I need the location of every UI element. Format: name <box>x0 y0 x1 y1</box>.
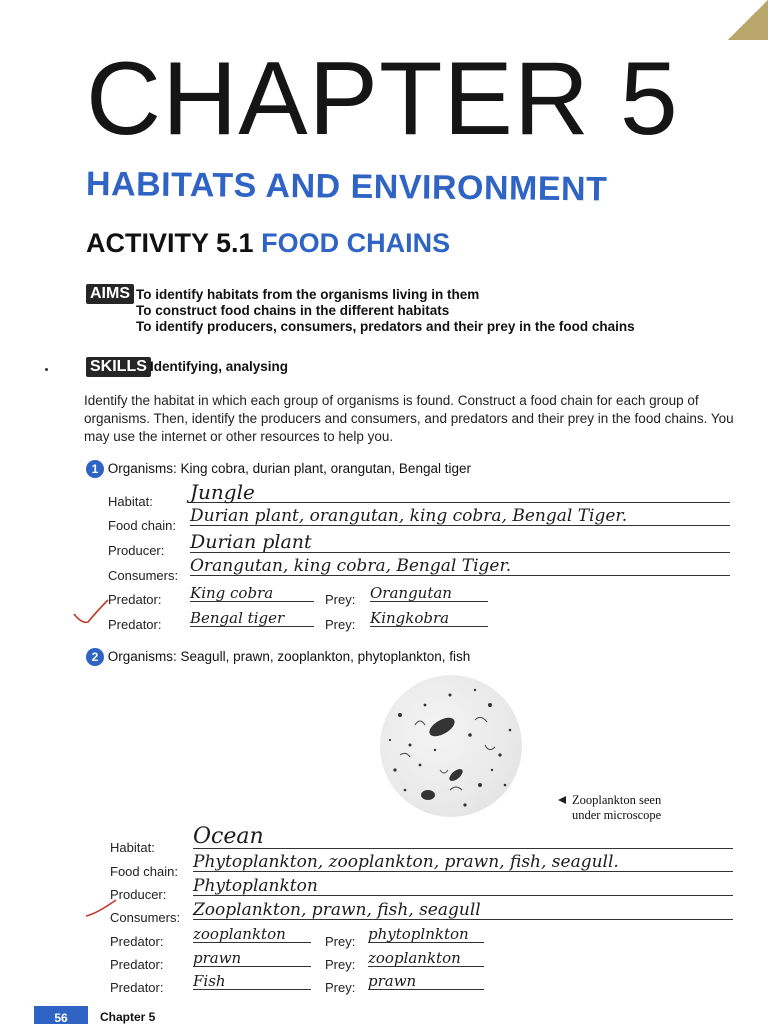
prey-label: Prey: <box>325 980 356 995</box>
producer-label: Producer: <box>110 887 167 902</box>
instructions: Identify the habitat in which each group of organisms is found. Construct a food chain for each group of organisms. Then, identify the producers and consumers, and predators and their prey in the food chains. You may use the internet or other resources to help you. <box>84 393 734 444</box>
prey-answer[interactable]: phytoplnkton <box>368 927 484 943</box>
consumers-label: Consumers: <box>108 568 179 583</box>
consumers-label: Consumers: <box>110 910 181 925</box>
habitat-label: Habitat: <box>108 494 153 509</box>
microscope-caption: Zooplankton seen under microscope <box>572 793 662 822</box>
activity-title: FOOD CHAINS <box>261 228 451 258</box>
question-organisms: Organisms: King cobra, durian plant, orangutan, Bengal tiger <box>107 461 471 476</box>
predator-label: Predator: <box>110 957 164 972</box>
page-number: 56 <box>34 1006 88 1024</box>
habitat-answer[interactable]: Ocean <box>193 826 733 849</box>
prey-label: Prey: <box>325 957 356 972</box>
predator-label: Predator: <box>110 934 164 949</box>
question-number: 2 <box>86 648 104 666</box>
skills-tag: SKILLS <box>86 357 151 377</box>
aims-tag: AIMS <box>86 284 134 304</box>
food-chain-answer[interactable]: Durian plant, orangutan, king cobra, Bengal Tiger. <box>190 508 730 526</box>
consumers-answer[interactable]: Zooplankton, prawn, fish, seagull <box>193 902 733 920</box>
prey-answer[interactable]: zooplankton <box>368 951 484 967</box>
plankton-specks <box>380 675 522 817</box>
caption-pointer-icon <box>556 794 568 806</box>
prey-answer[interactable]: prawn <box>368 974 484 990</box>
stray-mark <box>45 368 48 371</box>
food-chain-answer[interactable]: Phytoplankton, zooplankton, prawn, fish, seagull. <box>193 854 733 872</box>
habitat-answer[interactable]: Jungle <box>190 482 730 503</box>
skills-text: Identifying, analysing <box>150 359 289 374</box>
prey-label: Prey: <box>325 934 356 949</box>
habitat-label: Habitat: <box>110 840 155 855</box>
activity-heading <box>86 228 450 259</box>
predator-answer[interactable]: zooplankton <box>193 927 311 943</box>
predator-answer[interactable]: King cobra <box>190 586 314 602</box>
predator-label: Predator: <box>108 617 162 632</box>
food-chain-label: Food chain: <box>108 518 176 533</box>
footer-chapter: Chapter 5 <box>100 1010 156 1024</box>
consumers-answer[interactable]: Orangutan, king cobra, Bengal Tiger. <box>190 558 730 576</box>
question-1 <box>86 460 471 478</box>
producer-answer[interactable]: Phytoplankton <box>193 878 733 896</box>
question-organisms: Organisms: Seagull, prawn, zooplankton, phytoplankton, fish <box>107 649 471 664</box>
question-2 <box>86 648 470 666</box>
prey-answer[interactable]: Kingkobra <box>370 611 488 627</box>
question-number: 1 <box>86 460 104 478</box>
aims-section <box>86 284 134 304</box>
predator-answer[interactable]: Fish <box>193 974 311 990</box>
predator-label: Predator: <box>108 592 162 607</box>
predator-label: Predator: <box>110 980 164 995</box>
predator-answer[interactable]: Bengal tiger <box>190 611 314 627</box>
chapter-heading: CHAPTER 5 <box>86 41 679 157</box>
food-chain-label: Food chain: <box>110 864 178 879</box>
page-corner <box>728 0 768 40</box>
predator-answer[interactable]: prawn <box>193 951 311 967</box>
skills-section <box>86 357 151 377</box>
producer-label: Producer: <box>108 543 165 558</box>
check-mark-icon <box>84 896 118 920</box>
prey-answer[interactable]: Orangutan <box>370 586 488 602</box>
aim-item: To construct food chains in the different habitats <box>136 303 450 318</box>
producer-answer[interactable]: Durian plant <box>190 533 730 553</box>
activity-number: ACTIVITY 5.1 <box>86 228 254 258</box>
chapter-subtitle: HABITATS AND ENVIRONMENT <box>85 165 608 209</box>
check-mark-icon <box>72 598 112 626</box>
aim-item: To identify producers, consumers, predators and their prey in the food chains <box>136 319 635 334</box>
aim-item: To identify habitats from the organisms living in them <box>136 287 480 302</box>
prey-label: Prey: <box>325 592 356 607</box>
aims-list <box>136 287 635 335</box>
zooplankton-microscope-image <box>380 675 522 817</box>
prey-label: Prey: <box>325 617 356 632</box>
